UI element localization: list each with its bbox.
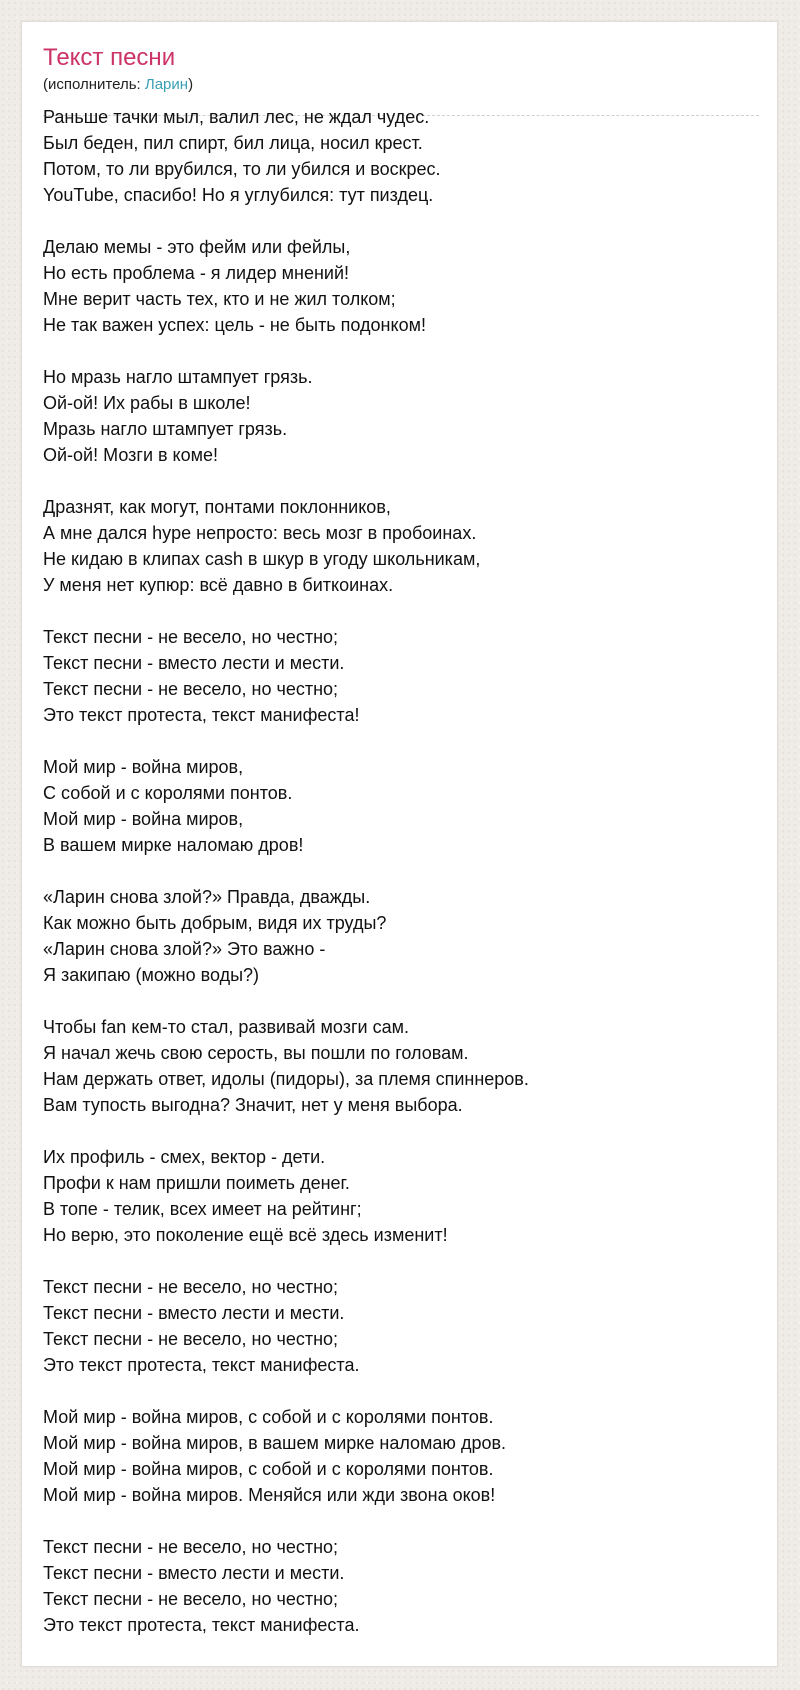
lyrics-line: У меня нет купюр: всё давно в биткоинах. [43, 575, 394, 595]
lyrics-line: Текст песни - не весело, но честно; [43, 1277, 339, 1297]
lyrics-line: «Ларин снова злой?» Правда, дважды. [43, 887, 371, 907]
lyrics-line: YouTube, спасибо! Но я углубился: тут пиздец. [43, 185, 434, 205]
lyrics-stanza [43, 1404, 767, 1508]
lyrics-line: Ой-ой! Мозги в коме! [43, 445, 219, 465]
lyrics-stanza [43, 624, 767, 728]
lyrics-line: «Ларин снова злой?» Это важно - [43, 939, 326, 959]
lyrics-line: Вам тупость выгодна? Значит, нет у меня выбора. [43, 1095, 463, 1115]
lyrics-line: В топе - телик, всех имеет на рейтинг; [43, 1199, 362, 1219]
lyrics-line: Их профиль - смех, вектор - дети. [43, 1147, 326, 1167]
lyrics-line: Это текст протеста, текст манифеста. [43, 1615, 360, 1635]
lyrics-line: Дразнят, как могут, понтами поклонников, [43, 497, 391, 517]
lyrics-line: В вашем мирке наломаю дров! [43, 835, 304, 855]
lyrics-line: Но есть проблема - я лидер мнений! [43, 263, 350, 283]
lyrics-line: С собой и с королями понтов. [43, 783, 293, 803]
lyrics-stanza [43, 1274, 767, 1378]
artist-suffix: ) [188, 76, 194, 93]
lyrics-stanza [43, 884, 767, 988]
lyrics-line: Мой мир - война миров, с собой и с королями понтов. [43, 1459, 494, 1479]
lyrics-line: Не так важен успех: цель - не быть подонком! [43, 315, 426, 335]
lyrics-line: Мой мир - война миров, [43, 809, 244, 829]
lyrics-line: А мне дался hype непросто: весь мозг в пробоинах. [43, 523, 477, 543]
lyrics-line: Мразь нагло штампует грязь. [43, 419, 288, 439]
lyrics-stanza [43, 1144, 767, 1248]
lyrics-line: Текст песни - не весело, но честно; [43, 1329, 339, 1349]
lyrics-stanza [43, 754, 767, 858]
lyrics-line: Был беден, пил спирт, бил лица, носил крест. [43, 133, 423, 153]
lyrics-line: Мой мир - война миров. Меняйся или жди звона оков! [43, 1485, 496, 1505]
lyrics-line: Профи к нам пришли поиметь денег. [43, 1173, 350, 1193]
lyrics-line: Но верю, это поколение ещё всё здесь изменит! [43, 1225, 448, 1245]
lyrics-line: Не кидаю в клипах cash в шкур в угоду школьникам, [43, 549, 481, 569]
lyrics-body [43, 104, 767, 1664]
lyrics-line: Чтобы fan кем-то стал, развивай мозги сам. [43, 1017, 409, 1037]
lyrics-line: Раньше тачки мыл, валил лес, не ждал чудес. [43, 107, 430, 127]
lyrics-stanza [43, 364, 767, 468]
lyrics-line: Текст песни - вместо лести и мести. [43, 1303, 345, 1323]
page-title: Текст песни [43, 44, 176, 71]
lyrics-line: Как можно быть добрым, видя их труды? [43, 913, 387, 933]
lyrics-card [21, 21, 778, 1667]
lyrics-stanza [43, 1534, 767, 1638]
lyrics-stanza [43, 104, 767, 208]
lyrics-line: Это текст протеста, текст манифеста! [43, 705, 360, 725]
lyrics-line: Мне верит часть тех, кто и не жил толком; [43, 289, 396, 309]
lyrics-line: Но мразь нагло штампует грязь. [43, 367, 313, 387]
lyrics-line: Текст песни - не весело, но честно; [43, 627, 339, 647]
lyrics-stanza [43, 234, 767, 338]
lyrics-line: Я закипаю (можно воды?) [43, 965, 260, 985]
lyrics-line: Потом, то ли врубился, то ли убился и воскрес. [43, 159, 441, 179]
lyrics-line: Мой мир - война миров, [43, 757, 244, 777]
lyrics-line: Текст песни - не весело, но честно; [43, 1537, 339, 1557]
artist-prefix: (исполнитель: [43, 76, 145, 93]
lyrics-line: Это текст протеста, текст манифеста. [43, 1355, 360, 1375]
artist-line [43, 76, 193, 94]
lyrics-line: Делаю мемы - это фейм или фейлы, [43, 237, 351, 257]
lyrics-stanza [43, 494, 767, 598]
lyrics-line: Мой мир - война миров, в вашем мирке наломаю дров. [43, 1433, 507, 1453]
artist-link[interactable]: Ларин [144, 76, 189, 93]
lyrics-line: Мой мир - война миров, с собой и с королями понтов. [43, 1407, 494, 1427]
lyrics-stanza [43, 1014, 767, 1118]
lyrics-line: Текст песни - не весело, но честно; [43, 1589, 339, 1609]
lyrics-line: Текст песни - не весело, но честно; [43, 679, 339, 699]
lyrics-line: Я начал жечь свою серость, вы пошли по головам. [43, 1043, 469, 1063]
lyrics-line: Текст песни - вместо лести и мести. [43, 1563, 345, 1583]
lyrics-line: Ой-ой! Их рабы в школе! [43, 393, 251, 413]
lyrics-line: Текст песни - вместо лести и мести. [43, 653, 345, 673]
lyrics-line: Нам держать ответ, идолы (пидоры), за племя спиннеров. [43, 1069, 529, 1089]
